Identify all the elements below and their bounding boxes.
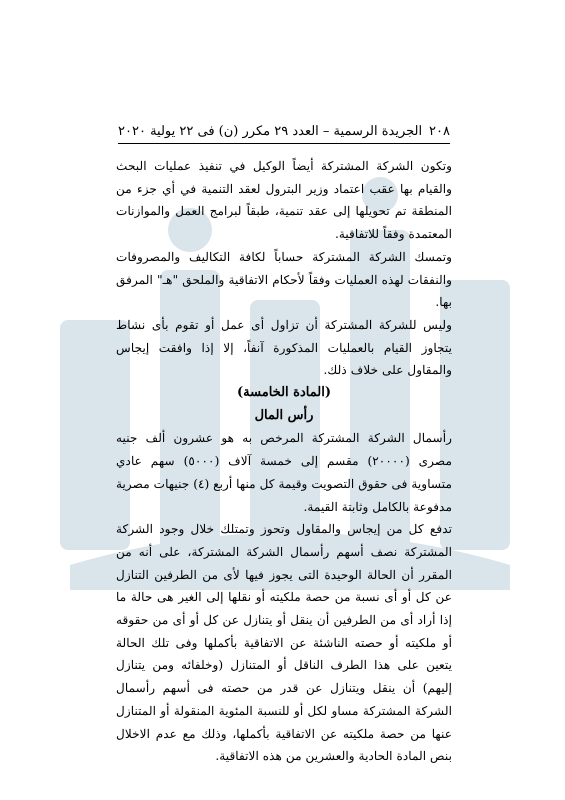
gazette-title: الجريدة الرسمية – العدد ٢٩ مكرر (ن) فى ٢٢ يولية ٢٠٢٠	[118, 124, 423, 139]
article-title: رأس المال	[254, 407, 314, 423]
header-divider	[118, 143, 450, 144]
paragraph-activity-limits: وليس للشركة المشتركة أن تزاول أى عمل أو تقوم بأى نشاط يتجاوز القيام بالعمليات المذكورة آنفاً، إلا إذا وافقت إيجاس والمقاول على خلاف ذلك.	[116, 317, 452, 378]
document-body	[116, 155, 452, 768]
paragraph-share-ownership: تدفع كل من إيجاس والمقاول وتحوز وتمتلك خلال وجود الشركة المشتركة نصف أسهم رأسمال الشركة المشتركة، على أنه من المقرر أن الحالة الوحيدة التى يجوز فيها لأى من الطرفين التنازل عن كل أو أى نسبة من حصة ملكيته أو نقلها إلى الغير هى حالة ما إذا أراد أى من الطرفين أن ينقل أو يتنازل عن كل أو أى من حقوقه أو ملكيته أو حصته الناشئة عن الاتفاقية بأكملها وفى تلك الحالة يتعين على هذا الطرف الناقل أو المتنازل (وخلفائه ومن يتنازل إليهم) أن ينقل ويتنازل عن قدر من حصته فى أسهم رأسمال الشركة المشتركة مساو لكل أو للنسبة المئوية المنقولة أو المتنازل عنها من حصة ملكيته عن الاتفاقية بأكملها، وذلك مع عدم الاخلال بنص المادة الحادية والعشرين من هذه الاتفاقية.	[116, 522, 452, 764]
page-header	[118, 124, 450, 140]
page-number: ٢٠٨	[429, 124, 450, 139]
paragraph-joint-company-agent: وتكون الشركة المشتركة أيضاً الوكيل في تنفيذ عمليات البحث والقيام بها عقب اعتماد وزير البترول لعقد التنمية في أي جزء من المنطقة تم تحويلها إلى عقد تنمية، طبقاً لبرامج العمل والموازنات المعتمدة وفقاً للاتفاقية.	[116, 159, 452, 242]
paragraph-accounts: وتمسك الشركة المشتركة حساباً لكافة التكاليف والمصروفات والنفقات لهذه العمليات وفقاً لأحكام الاتفاقية والملحق "هـ" المرفق بها.	[116, 249, 452, 310]
article-heading: (المادة الخامسة)	[237, 385, 331, 401]
paragraph-authorized-capital: رأسمال الشركة المشتركة المرخص به هو عشرون ألف جنيه مصرى (٢٠٠٠٠) مقسم إلى خمسة آلاف (٥٠٠٠) سهم عادي متساوية فى حقوق التصويت وقيمة كل منها أربع (٤) جنيهات مصرية مدفوعة بالكامل وثابتة القيمة.	[116, 431, 452, 514]
